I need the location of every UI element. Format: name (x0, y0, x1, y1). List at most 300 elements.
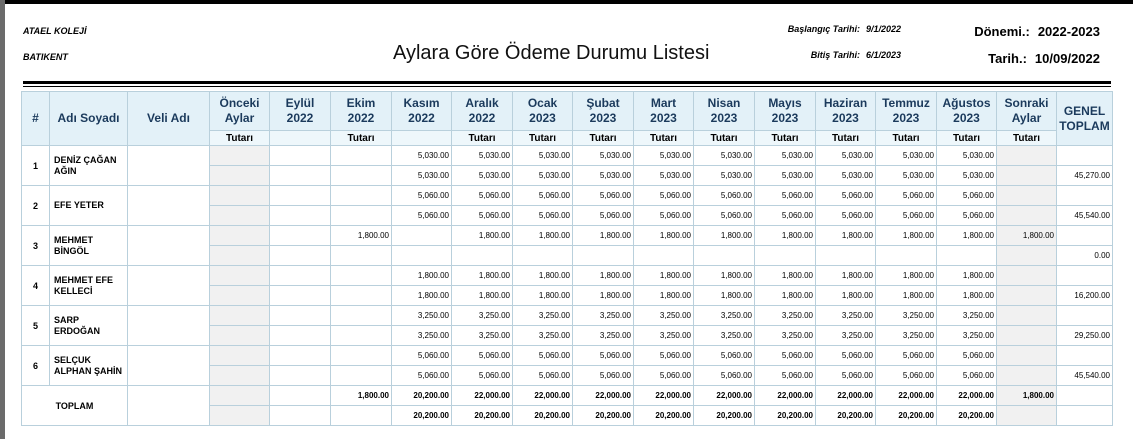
table-row (22, 146, 1113, 166)
amount-cell: 5,030.00 (513, 146, 573, 166)
student-name: SARP ERDOĞAN (50, 306, 128, 346)
amount-cell (270, 286, 331, 306)
subheader-cell: Tutarı (997, 131, 1057, 146)
amount-cell: 22,000.00 (513, 386, 573, 406)
report-date-label: Tarih.: (988, 51, 1027, 66)
amount-cell: 3,250.00 (452, 306, 513, 326)
amount-cell: 1,800.00 (392, 286, 452, 306)
amount-cell: 3,250.00 (816, 326, 876, 346)
header-rule-thin (23, 86, 1111, 87)
amount-cell (270, 366, 331, 386)
amount-cell: 5,030.00 (876, 166, 937, 186)
amount-cell: 5,060.00 (937, 366, 997, 386)
month-year: 2022 (347, 111, 375, 125)
amount-cell (331, 306, 392, 326)
amount-cell: 5,060.00 (694, 186, 755, 206)
amount-cell (331, 266, 392, 286)
amount-cell: 5,060.00 (937, 186, 997, 206)
amount-cell: 5,060.00 (634, 366, 694, 386)
amount-cell: 5,060.00 (573, 346, 634, 366)
col-prev (210, 92, 270, 131)
subheader-cell: Tutarı (331, 131, 392, 146)
table-row (22, 346, 1113, 366)
amount-cell: 5,060.00 (513, 206, 573, 226)
month-year: 2023 (529, 111, 556, 125)
amount-cell (997, 206, 1057, 226)
amount-cell: 1,800.00 (573, 286, 634, 306)
month-year: 2022 (468, 111, 496, 125)
amount-cell (331, 346, 392, 366)
amount-cell (331, 166, 392, 186)
amount-cell (331, 206, 392, 226)
amount-cell: 5,060.00 (694, 206, 755, 226)
amount-cell (331, 406, 392, 426)
amount-cell: 5,060.00 (755, 206, 816, 226)
row-number: 4 (22, 266, 50, 306)
report-title: Aylara Göre Ödeme Durumu Listesi (393, 42, 710, 64)
amount-cell: 5,060.00 (392, 346, 452, 366)
amount-cell: 1,800.00 (755, 286, 816, 306)
amount-cell: 1,800.00 (452, 266, 513, 286)
col-month-6 (634, 92, 694, 131)
amount-cell: 5,060.00 (755, 346, 816, 366)
amount-cell: 22,000.00 (876, 386, 937, 406)
amount-cell: 1,800.00 (694, 286, 755, 306)
payment-table (21, 91, 1113, 426)
amount-cell: 5,060.00 (937, 206, 997, 226)
amount-cell: 20,200.00 (513, 406, 573, 426)
amount-cell: 3,250.00 (694, 306, 755, 326)
amount-cell: 5,030.00 (816, 146, 876, 166)
amount-cell (331, 146, 392, 166)
amount-cell: 20,200.00 (937, 406, 997, 426)
amount-cell: 5,060.00 (816, 366, 876, 386)
amount-cell (997, 166, 1057, 186)
col-month-3 (452, 92, 513, 131)
amount-cell (331, 186, 392, 206)
amount-cell (513, 246, 573, 266)
amount-cell: 22,000.00 (694, 386, 755, 406)
subheader-cell (392, 131, 452, 146)
col-prev-l2: Aylar (224, 111, 255, 125)
amount-cell: 5,030.00 (573, 166, 634, 186)
amount-cell (270, 266, 331, 286)
amount-cell: 1,800.00 (392, 266, 452, 286)
amount-cell: 1,800.00 (997, 226, 1057, 246)
amount-cell: 20,200.00 (816, 406, 876, 426)
amount-cell (270, 206, 331, 226)
amount-cell: 5,030.00 (392, 166, 452, 186)
school-branch: BATIKENT (23, 52, 68, 62)
amount-cell: 5,060.00 (573, 366, 634, 386)
amount-cell: 1,800.00 (573, 266, 634, 286)
student-name: EFE YETER (50, 186, 128, 226)
amount-cell: 5,060.00 (937, 346, 997, 366)
grand-total-cell: 16,200.00 (1057, 286, 1113, 306)
amount-cell: 5,060.00 (634, 186, 694, 206)
amount-cell: 5,030.00 (452, 146, 513, 166)
amount-cell: 5,060.00 (876, 186, 937, 206)
amount-cell (270, 326, 331, 346)
month-year: 2023 (650, 111, 677, 125)
col-next-l1: Sonraki (1004, 96, 1049, 110)
subheader-cell: Tutarı (937, 131, 997, 146)
amount-cell: 1,800.00 (513, 226, 573, 246)
amount-cell (331, 246, 392, 266)
grand-total-cell: 0.00 (1057, 246, 1113, 266)
amount-cell: 1,800.00 (452, 226, 513, 246)
col-name: Adı Soyadı (50, 92, 128, 146)
amount-cell (270, 166, 331, 186)
amount-cell: 5,060.00 (816, 346, 876, 366)
col-total-l1: GENEL (1063, 103, 1106, 118)
amount-cell (997, 286, 1057, 306)
amount-cell (210, 166, 270, 186)
col-next (997, 92, 1057, 131)
amount-cell: 3,250.00 (573, 326, 634, 346)
col-month-9 (816, 92, 876, 131)
amount-cell: 5,060.00 (755, 366, 816, 386)
month-year: 2023 (832, 111, 859, 125)
amount-cell: 22,000.00 (634, 386, 694, 406)
student-name: DENİZ ÇAĞAN AĞIN (50, 146, 128, 186)
amount-cell: 5,060.00 (816, 186, 876, 206)
col-month-5 (573, 92, 634, 131)
amount-cell: 5,060.00 (694, 366, 755, 386)
month-year: 2022 (286, 111, 314, 125)
amount-cell: 3,250.00 (755, 326, 816, 346)
row-number: 2 (22, 186, 50, 226)
amount-cell (997, 186, 1057, 206)
amount-cell (997, 146, 1057, 166)
month-name: Ekim (346, 96, 376, 110)
amount-cell: 3,250.00 (513, 306, 573, 326)
amount-cell (876, 246, 937, 266)
amount-cell: 22,000.00 (755, 386, 816, 406)
amount-cell: 5,060.00 (573, 206, 634, 226)
amount-cell (997, 326, 1057, 346)
amount-cell: 3,250.00 (816, 306, 876, 326)
amount-cell: 5,030.00 (452, 166, 513, 186)
amount-cell: 5,030.00 (755, 146, 816, 166)
col-month-4 (513, 92, 573, 131)
amount-cell: 5,060.00 (876, 366, 937, 386)
amount-cell: 3,250.00 (392, 306, 452, 326)
amount-cell: 1,800.00 (331, 386, 392, 406)
amount-cell (210, 246, 270, 266)
amount-cell: 1,800.00 (694, 226, 755, 246)
amount-cell: 3,250.00 (634, 326, 694, 346)
amount-cell: 5,030.00 (513, 166, 573, 186)
amount-cell: 5,060.00 (452, 206, 513, 226)
amount-cell: 1,800.00 (876, 266, 937, 286)
amount-cell (210, 306, 270, 326)
grand-total-cell: 29,250.00 (1057, 326, 1113, 346)
amount-cell: 3,250.00 (573, 306, 634, 326)
amount-cell: 1,800.00 (513, 286, 573, 306)
amount-cell: 20,200.00 (694, 406, 755, 426)
grand-total-cell: 45,540.00 (1057, 366, 1113, 386)
amount-cell (331, 326, 392, 346)
header-rule-thick (23, 81, 1111, 84)
amount-cell: 1,800.00 (634, 226, 694, 246)
amount-cell (694, 246, 755, 266)
amount-cell (210, 206, 270, 226)
amount-cell: 5,060.00 (452, 186, 513, 206)
amount-cell (755, 246, 816, 266)
totals-row (22, 386, 1113, 406)
subheader-cell: Tutarı (573, 131, 634, 146)
amount-cell: 5,060.00 (452, 366, 513, 386)
amount-cell (210, 406, 270, 426)
amount-cell: 5,060.00 (694, 346, 755, 366)
amount-cell: 5,060.00 (876, 346, 937, 366)
subheader-cell: Tutarı (694, 131, 755, 146)
amount-cell (210, 386, 270, 406)
subheader-cell: Tutarı (452, 131, 513, 146)
row-number: 1 (22, 146, 50, 186)
subheader-cell: Tutarı (210, 131, 270, 146)
amount-cell (210, 326, 270, 346)
student-name: MEHMET EFE KELLECİ (50, 266, 128, 306)
amount-cell: 5,060.00 (634, 206, 694, 226)
amount-cell: 5,060.00 (876, 206, 937, 226)
amount-cell: 5,060.00 (392, 186, 452, 206)
amount-cell: 5,060.00 (513, 186, 573, 206)
amount-cell: 1,800.00 (634, 286, 694, 306)
row-number: 3 (22, 226, 50, 266)
amount-cell (270, 306, 331, 326)
amount-cell: 3,250.00 (694, 326, 755, 346)
amount-cell (1057, 266, 1113, 286)
amount-cell (210, 226, 270, 246)
parent-name (128, 306, 210, 346)
student-name: SELÇUK ALPHAN ŞAHİN (50, 346, 128, 386)
amount-cell: 1,800.00 (331, 226, 392, 246)
month-name: Ocak (527, 96, 558, 110)
amount-cell: 5,060.00 (755, 186, 816, 206)
amount-cell: 5,030.00 (392, 146, 452, 166)
amount-cell: 5,060.00 (573, 186, 634, 206)
amount-cell (270, 226, 331, 246)
amount-cell: 3,250.00 (513, 326, 573, 346)
start-date-value: 9/1/2022 (865, 24, 901, 34)
amount-cell: 3,250.00 (452, 326, 513, 346)
amount-cell: 20,200.00 (452, 406, 513, 426)
col-month-0 (270, 92, 331, 131)
amount-cell: 5,060.00 (392, 366, 452, 386)
amount-cell (997, 346, 1057, 366)
amount-cell: 20,200.00 (876, 406, 937, 426)
amount-cell: 1,800.00 (452, 286, 513, 306)
month-name: Kasım (403, 96, 440, 110)
amount-cell (392, 246, 452, 266)
row-number: 6 (22, 346, 50, 386)
amount-cell: 22,000.00 (937, 386, 997, 406)
col-grand-total (1057, 92, 1113, 146)
amount-cell: 5,060.00 (634, 346, 694, 366)
parent-name (128, 266, 210, 306)
parent-name (128, 226, 210, 266)
month-name: Mart (650, 96, 677, 110)
amount-cell (210, 286, 270, 306)
table-row (22, 186, 1113, 206)
amount-cell: 1,800.00 (755, 226, 816, 246)
parent-name (128, 146, 210, 186)
month-name: Temmuz (882, 96, 930, 110)
amount-cell: 1,800.00 (816, 286, 876, 306)
amount-cell: 1,800.00 (876, 226, 937, 246)
amount-cell (1057, 146, 1113, 166)
col-total-l2: TOPLAM (1059, 118, 1110, 133)
amount-cell: 20,200.00 (392, 406, 452, 426)
amount-cell (634, 246, 694, 266)
report-date-value: 10/09/2022 (1034, 51, 1100, 66)
amount-cell (210, 146, 270, 166)
month-year: 2023 (953, 111, 980, 125)
amount-cell: 3,250.00 (876, 326, 937, 346)
amount-cell: 1,800.00 (997, 386, 1057, 406)
amount-cell: 20,200.00 (755, 406, 816, 426)
amount-cell (210, 346, 270, 366)
amount-cell: 20,200.00 (634, 406, 694, 426)
amount-cell (573, 246, 634, 266)
col-no: # (22, 92, 50, 146)
month-name: Eylül (285, 96, 315, 110)
amount-cell: 5,030.00 (937, 146, 997, 166)
subheader-cell: Tutarı (513, 131, 573, 146)
table-row (22, 266, 1113, 286)
amount-cell: 20,200.00 (392, 386, 452, 406)
parent-name (128, 346, 210, 386)
col-prev-l1: Önceki (219, 96, 260, 110)
month-name: Şubat (586, 96, 620, 110)
amount-cell: 3,250.00 (876, 306, 937, 326)
amount-cell (1057, 226, 1113, 246)
amount-cell: 5,060.00 (816, 206, 876, 226)
amount-cell (816, 246, 876, 266)
amount-cell: 22,000.00 (816, 386, 876, 406)
amount-cell (270, 146, 331, 166)
amount-cell: 1,800.00 (634, 266, 694, 286)
amount-cell: 20,200.00 (573, 406, 634, 426)
month-year: 2023 (589, 111, 617, 125)
term-value: 2022-2023 (1037, 24, 1100, 39)
month-name: Ağustos (942, 96, 991, 110)
amount-cell: 5,030.00 (694, 166, 755, 186)
amount-cell (1057, 346, 1113, 366)
amount-cell: 22,000.00 (573, 386, 634, 406)
amount-cell (452, 246, 513, 266)
amount-cell: 22,000.00 (452, 386, 513, 406)
student-name: MEHMET BİNGÖL (50, 226, 128, 266)
amount-cell: 1,800.00 (876, 286, 937, 306)
month-name: Haziran (823, 96, 868, 110)
amount-cell: 1,800.00 (573, 226, 634, 246)
table-row (22, 226, 1113, 246)
grand-total-cell: 45,270.00 (1057, 166, 1113, 186)
amount-cell (997, 366, 1057, 386)
start-date-label: Başlangıç Tarihi: (787, 24, 860, 34)
amount-cell (1057, 186, 1113, 206)
month-year: 2023 (892, 111, 920, 125)
parent-name (128, 186, 210, 226)
col-month-10 (876, 92, 937, 131)
month-name: Mayıs (768, 96, 802, 110)
amount-cell: 5,030.00 (634, 166, 694, 186)
amount-cell: 1,800.00 (513, 266, 573, 286)
month-name: Aralık (465, 96, 499, 110)
row-number: 5 (22, 306, 50, 346)
amount-cell: 3,250.00 (634, 306, 694, 326)
term-info (945, 24, 1100, 78)
amount-cell (331, 366, 392, 386)
amount-cell (210, 186, 270, 206)
amount-cell: 3,250.00 (755, 306, 816, 326)
amount-cell: 5,030.00 (755, 166, 816, 186)
amount-cell (997, 306, 1057, 326)
amount-cell: 5,030.00 (876, 146, 937, 166)
amount-cell: 1,800.00 (937, 266, 997, 286)
amount-cell (270, 386, 331, 406)
subheader-cell: Tutarı (876, 131, 937, 146)
parent-cell (128, 386, 210, 426)
amount-cell (997, 406, 1057, 426)
col-next-l2: Aylar (1011, 111, 1042, 125)
subheader-cell (270, 131, 331, 146)
subheader-cell: Tutarı (816, 131, 876, 146)
amount-cell (270, 246, 331, 266)
end-date-label: Bitiş Tarihi: (810, 50, 860, 60)
col-month-2 (392, 92, 452, 131)
subheader-cell: Tutarı (634, 131, 694, 146)
amount-cell (997, 246, 1057, 266)
amount-cell (997, 266, 1057, 286)
date-range (745, 24, 901, 76)
amount-cell (392, 226, 452, 246)
amount-cell (1057, 386, 1113, 406)
amount-cell (331, 286, 392, 306)
amount-cell: 5,030.00 (694, 146, 755, 166)
table-row (22, 306, 1113, 326)
col-parent: Veli Adı (128, 92, 210, 146)
subheader-cell: Tutarı (755, 131, 816, 146)
amount-cell: 3,250.00 (937, 306, 997, 326)
amount-cell: 5,030.00 (937, 166, 997, 186)
amount-cell (210, 266, 270, 286)
amount-cell: 1,800.00 (816, 226, 876, 246)
col-month-7 (694, 92, 755, 131)
amount-cell (270, 346, 331, 366)
amount-cell: 5,060.00 (513, 346, 573, 366)
amount-cell: 3,250.00 (937, 326, 997, 346)
month-name: Nisan (707, 96, 741, 110)
amount-cell: 5,060.00 (513, 366, 573, 386)
amount-cell (270, 406, 331, 426)
amount-cell: 5,030.00 (816, 166, 876, 186)
month-year: 2023 (710, 111, 738, 125)
month-year: 2022 (408, 111, 435, 125)
end-date-value: 6/1/2023 (865, 50, 901, 60)
grand-total-cell: 45,540.00 (1057, 206, 1113, 226)
col-month-11 (937, 92, 997, 131)
col-month-1 (331, 92, 392, 131)
amount-cell (210, 366, 270, 386)
grand-total-cell (1057, 406, 1113, 426)
amount-cell: 1,800.00 (755, 266, 816, 286)
report-page (5, 4, 1128, 439)
amount-cell: 5,060.00 (392, 206, 452, 226)
